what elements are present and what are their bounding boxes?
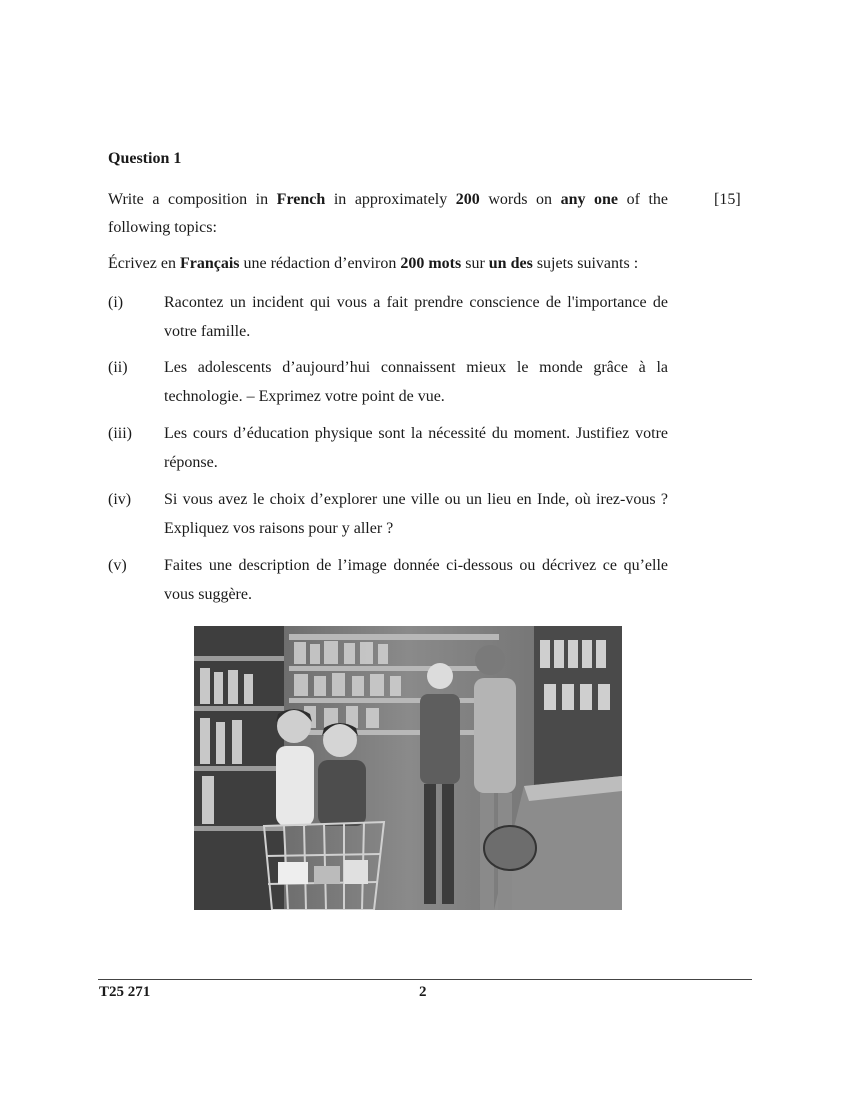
topic-item [108, 485, 668, 543]
topic-number: (i) [108, 294, 124, 311]
topic-text: Les cours d’éducation physique sont la nécessité du moment. Justifiez votre réponse. [164, 425, 668, 471]
page-number: 2 [419, 984, 427, 1000]
topic-text: Faites une description de l’image donnée ci-dessous ou décrivez ce qu’elle vous suggère. [164, 557, 668, 603]
instruction-english: Write a composition in French in approximately 200 words on any one of the following topics: [108, 191, 669, 236]
marks-label: [15] [714, 191, 741, 208]
supermarket-photo [194, 626, 622, 910]
instruction-french: Écrivez en Français une rédaction d’environ 200 mots sur un des sujets suivants : [108, 255, 639, 272]
question-title: Question 1 [108, 150, 182, 167]
topic-item [108, 288, 668, 346]
topic-item [108, 419, 668, 477]
topic-number: (iii) [108, 425, 132, 442]
topic-item [108, 551, 668, 609]
topic-item [108, 353, 668, 411]
topic-text: Racontez un incident qui vous a fait prendre conscience de l'importance de votre famille. [164, 294, 668, 340]
topic-number: (v) [108, 557, 127, 574]
paper-code: T25 271 [99, 984, 151, 1000]
footer-divider [98, 979, 752, 980]
topic-number: (iv) [108, 491, 132, 508]
topic-text: Si vous avez le choix d’explorer une ville ou un lieu en Inde, où irez-vous ? Expliquez vos raisons pour y aller ? [164, 491, 668, 537]
topic-number: (ii) [108, 359, 128, 376]
topic-text: Les adolescents d’aujourd’hui connaissent mieux le monde grâce à la technologie. – Exprimez votre point de vue. [164, 359, 668, 405]
